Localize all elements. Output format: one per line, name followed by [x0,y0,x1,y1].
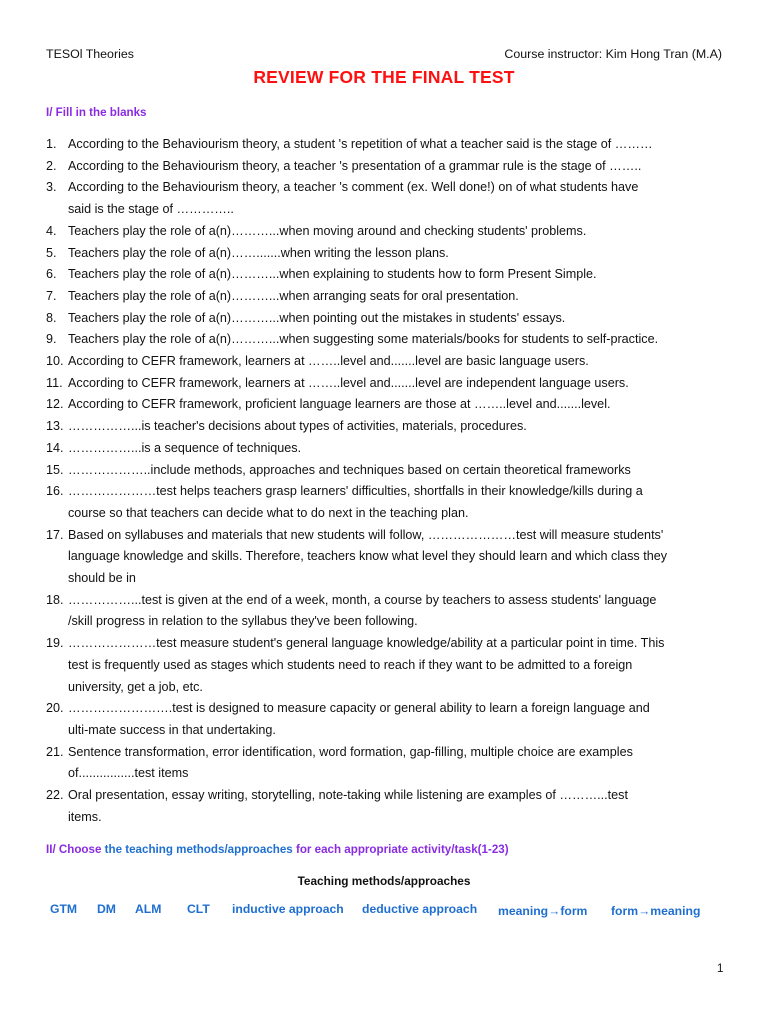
question-item [46,460,736,482]
method-meaning-to-form [498,904,587,918]
section-2-prefix: II/ Choose [46,843,105,856]
question-number: 16. [46,484,64,499]
method-form-to-meaning [611,904,700,918]
question-line: Teachers play the role of a(n)………...when suggesting some materials/books for students to self-practice. [68,332,659,347]
question-item [46,633,736,698]
question-number: 11. [46,375,63,390]
question-line: of................test items [68,766,189,781]
question-item [46,286,736,308]
question-text [68,742,736,785]
question-line: Teachers play the role of a(n)………...when pointing out the mistakes in students' essays. [68,310,566,325]
question-number: 4. [46,223,57,238]
question-item [46,177,736,220]
question-number: 12. [46,397,64,412]
question-line: Based on syllabuses and materials that new students will follow, …………………test will measure students' [68,527,664,542]
header-course-name: TESOl Theories [46,47,134,61]
right-arrow-icon: → [638,904,651,918]
meaning-to-form-to: form [560,904,588,918]
section-2-heading [46,843,509,856]
question-item [46,156,736,178]
question-line: Oral presentation, essay writing, storytelling, note-taking while listening are examples of ………...test [68,788,628,803]
question-text [68,156,736,178]
question-item [46,134,736,156]
question-item [46,264,736,286]
question-number: 10. [46,354,64,369]
question-number: 13. [46,419,64,434]
question-text [68,329,736,351]
question-number: 5. [46,245,57,260]
question-line: …………………….test is designed to measure capacity or general ability to learn a foreign language and [68,701,650,716]
question-number: 19. [46,636,64,651]
question-item [46,394,736,416]
question-number: 18. [46,592,64,607]
question-text [68,416,736,438]
question-line: said is the stage of ………….. [68,202,234,217]
question-number: 3. [46,180,57,195]
method-inductive: inductive approach [232,902,344,916]
question-number: 8. [46,310,57,325]
question-item [46,785,736,828]
question-text [68,460,736,482]
question-text [68,525,736,590]
question-line: According to CEFR framework, proficient language learners are those at ……..level and.......level. [68,397,611,412]
question-line: course so that teachers can decide what to do next in the teaching plan. [68,505,469,520]
question-line: ………………..include methods, approaches and techniques based on certain theoretical frameworks [68,462,631,477]
page-title: REVIEW FOR THE FINAL TEST [253,67,515,87]
question-line: Teachers play the role of a(n)…….......when writing the lesson plans. [68,245,449,260]
form-to-meaning-from: form [611,904,639,918]
question-text [68,698,736,741]
question-text [68,221,736,243]
question-item [46,590,736,633]
question-line: According to the Behaviourism theory, a teacher 's presentation of a grammar rule is the stage of …….. [68,158,642,173]
question-number: 2. [46,158,57,173]
question-text [68,308,736,330]
question-text [68,394,736,416]
question-line: ……………...test is given at the end of a week, month, a course by teachers to assess students' language [68,592,657,607]
section-2-highlight: the teaching methods/approaches [104,843,293,856]
question-text [68,438,736,460]
question-number: 1. [46,137,57,151]
question-item [46,698,736,741]
question-number: 20. [46,701,64,716]
question-item [46,438,736,460]
question-number: 9. [46,332,57,347]
question-line: …………………test helps teachers grasp learners' difficulties, shortfalls in their knowledge/kills during a [68,484,643,499]
question-line: According to CEFR framework, learners at ……..level and.......level are basic language users. [68,354,589,369]
header-instructor: Course instructor: Kim Hong Tran (M.A) [504,47,722,61]
question-text [68,286,736,308]
question-item [46,221,736,243]
method-alm: ALM [135,902,162,916]
page-number: 1 [717,963,724,975]
question-text [68,481,736,524]
method-clt: CLT [187,902,210,916]
question-line: language knowledge and skills. Therefore, teachers know what level they should learn and which class they [68,549,668,564]
question-number: 22. [46,788,64,803]
methods-title: Teaching methods/approaches [297,874,471,888]
question-line: According to CEFR framework, learners at ……..level and.......level are independent language users. [68,375,629,390]
question-item [46,742,736,785]
question-item [46,481,736,524]
meaning-to-form-from: meaning [498,904,549,918]
question-item [46,351,736,373]
question-line: ulti-mate success in that undertaking. [68,722,276,737]
question-text [68,134,736,156]
section-1-heading: I/ Fill in the blanks [46,106,147,119]
question-line: should be in [68,571,136,586]
methods-row [0,902,768,924]
question-text [68,373,736,395]
question-line: /skill progress in relation to the syllabus they've been following. [68,614,418,629]
question-text [68,633,736,698]
question-item [46,373,736,395]
question-text [68,243,736,265]
method-dm: DM [97,902,116,916]
question-line: test is frequently used as stages which students need to reach if they want to be admitted to a foreign [68,657,633,672]
question-number: 21. [46,744,64,759]
question-line: According to the Behaviourism theory, a teacher 's comment (ex. Well done!) on of what students have [68,180,639,195]
question-number: 17. [46,527,64,542]
question-number: 14. [46,440,64,455]
question-line: Teachers play the role of a(n)………...when moving around and checking students' problems. [68,223,587,238]
question-line: university, get a job, etc. [68,679,203,694]
question-line: items. [68,809,102,824]
question-text [68,590,736,633]
question-line: …………………test measure student's general language knowledge/ability at a particular point in time. This [68,636,665,651]
form-to-meaning-to: meaning [650,904,701,918]
question-line: Sentence transformation, error identification, word formation, gap-filling, multiple choice are examples [68,744,633,759]
question-number: 7. [46,288,57,303]
question-item [46,243,736,265]
question-line: ……………...is teacher's decisions about types of activities, materials, procedures. [68,419,527,434]
question-item [46,308,736,330]
question-list [46,134,736,829]
question-line: ……………...is a sequence of techniques. [68,440,302,455]
method-gtm: GTM [50,902,78,916]
question-line: Teachers play the role of a(n)………...when explaining to students how to form Present Simple. [68,267,597,282]
question-line: Teachers play the role of a(n)………...when arranging seats for oral presentation. [68,288,519,303]
question-line: According to the Behaviourism theory, a student 's repetition of what a teacher said is the stage of ……… [68,137,653,151]
right-arrow-icon: → [548,904,561,918]
question-item [46,416,736,438]
method-deductive: deductive approach [362,902,478,916]
question-text [68,177,736,220]
section-2-suffix: for each appropriate activity/task(1-23) [292,843,509,856]
question-text [68,351,736,373]
question-number: 6. [46,267,57,282]
question-text [68,264,736,286]
question-item [46,525,736,590]
question-number: 15. [46,462,64,477]
question-item [46,329,736,351]
question-text [68,785,736,828]
